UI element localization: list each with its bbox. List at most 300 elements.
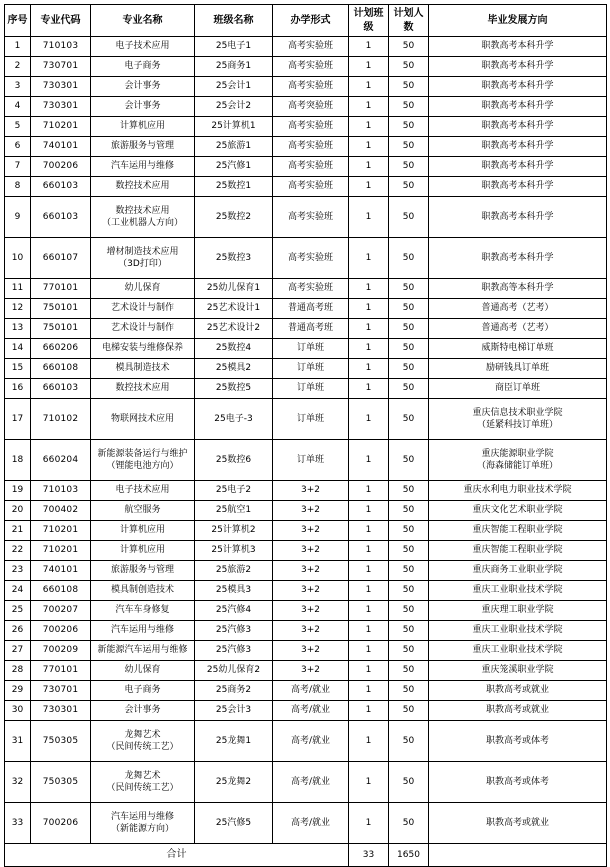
cell-index: 29 xyxy=(5,681,31,701)
table-row xyxy=(5,238,607,279)
table-row xyxy=(5,157,607,177)
total-row xyxy=(5,844,607,867)
cell-class-name: 25会计3 xyxy=(195,701,273,721)
cell-plan-count: 50 xyxy=(389,57,429,77)
cell-major-name: 会计事务 xyxy=(91,77,195,97)
cell-plan-classes: 1 xyxy=(349,803,389,844)
table-row xyxy=(5,279,607,299)
cell-major-name: 电子技术应用 xyxy=(91,37,195,57)
cell-index: 30 xyxy=(5,701,31,721)
cell-plan-count: 50 xyxy=(389,762,429,803)
cell-school-form: 高考实验班 xyxy=(273,197,349,238)
table-row xyxy=(5,379,607,399)
cell-plan-classes: 1 xyxy=(349,339,389,359)
column-header-plan-count: 计划人数 xyxy=(389,5,429,37)
table-row xyxy=(5,762,607,803)
cell-plan-count: 50 xyxy=(389,299,429,319)
cell-major-code: 700206 xyxy=(31,621,91,641)
cell-plan-count: 50 xyxy=(389,621,429,641)
cell-class-name: 25商务2 xyxy=(195,681,273,701)
cell-plan-count: 50 xyxy=(389,197,429,238)
cell-major-code: 710201 xyxy=(31,541,91,561)
cell-plan-classes: 1 xyxy=(349,117,389,137)
cell-plan-count: 50 xyxy=(389,581,429,601)
cell-grad-direction: 职教高考本科升学 xyxy=(429,137,607,157)
cell-school-form: 高考实验班 xyxy=(273,279,349,299)
table-row xyxy=(5,177,607,197)
cell-grad-direction: 职教高考或体考 xyxy=(429,721,607,762)
cell-class-name: 25数控5 xyxy=(195,379,273,399)
cell-school-form: 3+2 xyxy=(273,541,349,561)
cell-plan-count: 50 xyxy=(389,721,429,762)
cell-class-name: 25模具3 xyxy=(195,581,273,601)
cell-class-name: 25会计2 xyxy=(195,97,273,117)
cell-major-name: 数控技术应用 xyxy=(91,379,195,399)
cell-major-name: 会计事务 xyxy=(91,97,195,117)
cell-class-name: 25数控4 xyxy=(195,339,273,359)
table-row xyxy=(5,581,607,601)
cell-school-form: 高考实验班 xyxy=(273,137,349,157)
cell-class-name: 25艺术设计1 xyxy=(195,299,273,319)
table-row xyxy=(5,117,607,137)
table-row xyxy=(5,339,607,359)
total-grad-direction xyxy=(429,844,607,867)
cell-major-name: 计算机应用 xyxy=(91,521,195,541)
cell-grad-direction: 普通高考（艺考） xyxy=(429,319,607,339)
cell-plan-classes: 1 xyxy=(349,77,389,97)
cell-school-form: 订单班 xyxy=(273,359,349,379)
cell-grad-direction: 职教高考本科升学 xyxy=(429,77,607,97)
cell-plan-count: 50 xyxy=(389,177,429,197)
cell-major-name: 电子商务 xyxy=(91,57,195,77)
cell-major-code: 660108 xyxy=(31,581,91,601)
cell-plan-count: 50 xyxy=(389,561,429,581)
cell-index: 25 xyxy=(5,601,31,621)
cell-school-form: 高考实验班 xyxy=(273,57,349,77)
cell-index: 14 xyxy=(5,339,31,359)
cell-class-name: 25汽修5 xyxy=(195,803,273,844)
cell-plan-classes: 1 xyxy=(349,57,389,77)
cell-major-code: 700207 xyxy=(31,601,91,621)
cell-grad-direction: 重庆笼溪职业学院 xyxy=(429,661,607,681)
cell-major-name: 模具制造技术 xyxy=(91,359,195,379)
cell-school-form: 高考实验班 xyxy=(273,177,349,197)
cell-plan-classes: 1 xyxy=(349,581,389,601)
cell-major-code: 750305 xyxy=(31,721,91,762)
table-row xyxy=(5,137,607,157)
cell-school-form: 订单班 xyxy=(273,379,349,399)
cell-plan-classes: 1 xyxy=(349,601,389,621)
column-header-form: 办学形式 xyxy=(273,5,349,37)
cell-school-form: 高考实验班 xyxy=(273,238,349,279)
cell-school-form: 高考实验班 xyxy=(273,157,349,177)
total-plan-count: 1650 xyxy=(389,844,429,867)
cell-plan-classes: 1 xyxy=(349,541,389,561)
cell-plan-count: 50 xyxy=(389,117,429,137)
table-row xyxy=(5,97,607,117)
cell-index: 17 xyxy=(5,399,31,440)
cell-class-name: 25会计1 xyxy=(195,77,273,97)
cell-major-name: 电子商务 xyxy=(91,681,195,701)
cell-plan-count: 50 xyxy=(389,541,429,561)
cell-class-name: 25艺术设计2 xyxy=(195,319,273,339)
cell-grad-direction: 重庆智能工程职业学院 xyxy=(429,521,607,541)
cell-school-form: 订单班 xyxy=(273,339,349,359)
cell-school-form: 普通高考班 xyxy=(273,299,349,319)
table-row xyxy=(5,661,607,681)
cell-school-form: 高考/就业 xyxy=(273,803,349,844)
cell-major-name: 航空服务 xyxy=(91,501,195,521)
cell-plan-count: 50 xyxy=(389,238,429,279)
cell-school-form: 高考/就业 xyxy=(273,762,349,803)
cell-major-code: 700209 xyxy=(31,641,91,661)
cell-major-name: 数控技术应用 （工业机器人方向） xyxy=(91,197,195,238)
cell-grad-direction: 职教高考本科升学 xyxy=(429,177,607,197)
cell-major-code: 770101 xyxy=(31,279,91,299)
cell-major-code: 710103 xyxy=(31,481,91,501)
cell-major-name: 会计事务 xyxy=(91,701,195,721)
cell-index: 23 xyxy=(5,561,31,581)
cell-major-name: 新能源装备运行与维护 （锂能电池方向） xyxy=(91,440,195,481)
cell-major-name: 模具制创造技术 xyxy=(91,581,195,601)
cell-school-form: 高考突验班 xyxy=(273,97,349,117)
table-header xyxy=(5,5,607,37)
cell-school-form: 3+2 xyxy=(273,521,349,541)
cell-index: 15 xyxy=(5,359,31,379)
cell-major-code: 750305 xyxy=(31,762,91,803)
cell-major-code: 710102 xyxy=(31,399,91,440)
cell-school-form: 高考/就业 xyxy=(273,721,349,762)
cell-plan-classes: 1 xyxy=(349,762,389,803)
cell-index: 22 xyxy=(5,541,31,561)
cell-index: 19 xyxy=(5,481,31,501)
cell-class-name: 25旅游1 xyxy=(195,137,273,157)
cell-school-form: 高考实验班 xyxy=(273,37,349,57)
cell-plan-count: 50 xyxy=(389,157,429,177)
cell-plan-classes: 1 xyxy=(349,721,389,762)
cell-grad-direction: 职教高考或就业 xyxy=(429,803,607,844)
cell-major-code: 700402 xyxy=(31,501,91,521)
cell-grad-direction: 重庆文化艺术职业学院 xyxy=(429,501,607,521)
cell-class-name: 25幼儿保育2 xyxy=(195,661,273,681)
cell-plan-count: 50 xyxy=(389,319,429,339)
cell-class-name: 25商务1 xyxy=(195,57,273,77)
cell-grad-direction: 重庆智能工程职业学院 xyxy=(429,541,607,561)
cell-index: 9 xyxy=(5,197,31,238)
table-row xyxy=(5,641,607,661)
cell-major-code: 730301 xyxy=(31,97,91,117)
cell-grad-direction: 重庆能源职业学院 （海森储能订单班） xyxy=(429,440,607,481)
table-row xyxy=(5,399,607,440)
cell-class-name: 25数控2 xyxy=(195,197,273,238)
cell-class-name: 25汽修1 xyxy=(195,157,273,177)
cell-grad-direction: 职教高考或就业 xyxy=(429,681,607,701)
column-header-index: 序号 xyxy=(5,5,31,37)
cell-school-form: 高考/就业 xyxy=(273,681,349,701)
cell-major-name: 旅游服务与管理 xyxy=(91,561,195,581)
cell-plan-classes: 1 xyxy=(349,521,389,541)
cell-major-code: 660103 xyxy=(31,197,91,238)
cell-class-name: 25数控3 xyxy=(195,238,273,279)
cell-plan-count: 50 xyxy=(389,399,429,440)
cell-school-form: 高考实验班 xyxy=(273,117,349,137)
cell-index: 31 xyxy=(5,721,31,762)
cell-grad-direction: 职教高考本科升学 xyxy=(429,238,607,279)
cell-index: 2 xyxy=(5,57,31,77)
cell-plan-count: 50 xyxy=(389,97,429,117)
cell-major-name: 数控技术应用 xyxy=(91,177,195,197)
cell-grad-direction: 职教高考或体考 xyxy=(429,762,607,803)
cell-major-name: 汽车运用与维修 xyxy=(91,157,195,177)
cell-major-name: 汽车运用与维修 （新能源方向） xyxy=(91,803,195,844)
cell-major-name: 艺术设计与制作 xyxy=(91,319,195,339)
cell-grad-direction: 职教高考本科升学 xyxy=(429,97,607,117)
cell-class-name: 25龙舞1 xyxy=(195,721,273,762)
cell-plan-count: 50 xyxy=(389,521,429,541)
cell-class-name: 25汽修3 xyxy=(195,641,273,661)
cell-major-name: 计算机应用 xyxy=(91,541,195,561)
cell-index: 32 xyxy=(5,762,31,803)
cell-index: 28 xyxy=(5,661,31,681)
cell-school-form: 3+2 xyxy=(273,581,349,601)
table-row xyxy=(5,37,607,57)
table-row xyxy=(5,501,607,521)
column-header-major: 专业名称 xyxy=(91,5,195,37)
cell-grad-direction: 职教高考或就业 xyxy=(429,701,607,721)
cell-plan-classes: 1 xyxy=(349,359,389,379)
cell-index: 20 xyxy=(5,501,31,521)
cell-school-form: 3+2 xyxy=(273,501,349,521)
cell-plan-count: 50 xyxy=(389,359,429,379)
table-row xyxy=(5,440,607,481)
cell-major-code: 660107 xyxy=(31,238,91,279)
cell-grad-direction: 职教高等本科升学 xyxy=(429,279,607,299)
table-row xyxy=(5,561,607,581)
total-plan-classes: 33 xyxy=(349,844,389,867)
cell-grad-direction: 普通高考（艺考） xyxy=(429,299,607,319)
cell-plan-count: 50 xyxy=(389,137,429,157)
cell-index: 7 xyxy=(5,157,31,177)
cell-plan-count: 50 xyxy=(389,481,429,501)
cell-major-name: 新能源汽车运用与维修 xyxy=(91,641,195,661)
table-row xyxy=(5,721,607,762)
cell-major-code: 700206 xyxy=(31,157,91,177)
cell-grad-direction: 威斯特电梯订单班 xyxy=(429,339,607,359)
cell-major-name: 艺术设计与制作 xyxy=(91,299,195,319)
cell-index: 8 xyxy=(5,177,31,197)
cell-plan-classes: 1 xyxy=(349,399,389,440)
cell-index: 4 xyxy=(5,97,31,117)
cell-class-name: 25汽修4 xyxy=(195,601,273,621)
cell-major-code: 710201 xyxy=(31,117,91,137)
column-header-code: 专业代码 xyxy=(31,5,91,37)
cell-major-code: 700206 xyxy=(31,803,91,844)
cell-class-name: 25幼儿保育1 xyxy=(195,279,273,299)
table-header-row xyxy=(5,5,607,37)
cell-index: 16 xyxy=(5,379,31,399)
cell-major-name: 龙舞艺术 （民间传统工艺） xyxy=(91,762,195,803)
cell-grad-direction: 职教高考本科升学 xyxy=(429,117,607,137)
table-body xyxy=(5,37,607,844)
cell-plan-classes: 1 xyxy=(349,481,389,501)
cell-class-name: 25电子2 xyxy=(195,481,273,501)
cell-plan-classes: 1 xyxy=(349,177,389,197)
cell-school-form: 3+2 xyxy=(273,601,349,621)
cell-major-code: 660206 xyxy=(31,339,91,359)
table-row xyxy=(5,197,607,238)
cell-index: 3 xyxy=(5,77,31,97)
table-row xyxy=(5,299,607,319)
cell-plan-classes: 1 xyxy=(349,379,389,399)
cell-plan-count: 50 xyxy=(389,37,429,57)
cell-grad-direction: 重庆水利电力职业技术学院 xyxy=(429,481,607,501)
cell-class-name: 25模具2 xyxy=(195,359,273,379)
cell-index: 11 xyxy=(5,279,31,299)
cell-grad-direction: 重庆工业职业技术学院 xyxy=(429,581,607,601)
table-row xyxy=(5,319,607,339)
cell-major-code: 660103 xyxy=(31,177,91,197)
cell-grad-direction: 励研钱具订单班 xyxy=(429,359,607,379)
cell-school-form: 3+2 xyxy=(273,661,349,681)
cell-grad-direction: 重庆信息技术职业学院 （延紧科技订单班） xyxy=(429,399,607,440)
cell-plan-classes: 1 xyxy=(349,299,389,319)
cell-class-name: 25计算机3 xyxy=(195,541,273,561)
cell-plan-classes: 1 xyxy=(349,157,389,177)
cell-grad-direction: 重庆理工职业学院 xyxy=(429,601,607,621)
cell-major-code: 750101 xyxy=(31,299,91,319)
table-row xyxy=(5,701,607,721)
cell-school-form: 3+2 xyxy=(273,481,349,501)
enrollment-plan-table xyxy=(4,4,607,867)
cell-plan-count: 50 xyxy=(389,379,429,399)
cell-grad-direction: 职教高考本科升学 xyxy=(429,197,607,238)
cell-school-form: 高考/就业 xyxy=(273,701,349,721)
cell-class-name: 25旅游2 xyxy=(195,561,273,581)
cell-plan-count: 50 xyxy=(389,701,429,721)
cell-major-code: 660204 xyxy=(31,440,91,481)
cell-index: 33 xyxy=(5,803,31,844)
table-row xyxy=(5,803,607,844)
cell-plan-classes: 1 xyxy=(349,501,389,521)
cell-index: 5 xyxy=(5,117,31,137)
cell-plan-classes: 1 xyxy=(349,37,389,57)
cell-plan-count: 50 xyxy=(389,501,429,521)
cell-school-form: 3+2 xyxy=(273,561,349,581)
cell-major-code: 740101 xyxy=(31,561,91,581)
cell-school-form: 3+2 xyxy=(273,641,349,661)
cell-school-form: 订单班 xyxy=(273,440,349,481)
cell-school-form: 高考实验班 xyxy=(273,77,349,97)
cell-major-code: 730701 xyxy=(31,681,91,701)
cell-major-code: 730301 xyxy=(31,77,91,97)
cell-plan-count: 50 xyxy=(389,440,429,481)
column-header-plan-classes: 计划班级 xyxy=(349,5,389,37)
cell-grad-direction: 职教高考本科升学 xyxy=(429,37,607,57)
cell-plan-classes: 1 xyxy=(349,238,389,279)
cell-grad-direction: 重庆工业职业技术学院 xyxy=(429,641,607,661)
cell-index: 10 xyxy=(5,238,31,279)
cell-major-code: 730301 xyxy=(31,701,91,721)
cell-plan-count: 50 xyxy=(389,601,429,621)
cell-major-code: 710201 xyxy=(31,521,91,541)
cell-index: 1 xyxy=(5,37,31,57)
cell-index: 13 xyxy=(5,319,31,339)
cell-plan-classes: 1 xyxy=(349,681,389,701)
cell-major-code: 770101 xyxy=(31,661,91,681)
cell-major-name: 旅游服务与管理 xyxy=(91,137,195,157)
cell-class-name: 25电子1 xyxy=(195,37,273,57)
cell-class-name: 25电子-3 xyxy=(195,399,273,440)
table-row xyxy=(5,681,607,701)
cell-index: 21 xyxy=(5,521,31,541)
cell-plan-classes: 1 xyxy=(349,137,389,157)
cell-school-form: 订单班 xyxy=(273,399,349,440)
cell-plan-classes: 1 xyxy=(349,561,389,581)
table-row xyxy=(5,57,607,77)
cell-major-name: 增材制造技术应用 （3D打印） xyxy=(91,238,195,279)
cell-index: 24 xyxy=(5,581,31,601)
table-footer xyxy=(5,844,607,867)
cell-index: 26 xyxy=(5,621,31,641)
cell-major-name: 电梯安装与维修保养 xyxy=(91,339,195,359)
table-row xyxy=(5,359,607,379)
column-header-grad-direction: 毕业发展方向 xyxy=(429,5,607,37)
cell-class-name: 25汽修3 xyxy=(195,621,273,641)
cell-plan-classes: 1 xyxy=(349,279,389,299)
cell-plan-classes: 1 xyxy=(349,319,389,339)
cell-index: 18 xyxy=(5,440,31,481)
cell-plan-count: 50 xyxy=(389,661,429,681)
cell-plan-count: 50 xyxy=(389,339,429,359)
cell-plan-count: 50 xyxy=(389,279,429,299)
cell-plan-count: 50 xyxy=(389,681,429,701)
cell-major-name: 龙舞艺术 （民间传统工艺） xyxy=(91,721,195,762)
table-row xyxy=(5,601,607,621)
cell-major-code: 660108 xyxy=(31,359,91,379)
cell-grad-direction: 重庆商务工业职业学院 xyxy=(429,561,607,581)
cell-class-name: 25计算机2 xyxy=(195,521,273,541)
column-header-class: 班级名称 xyxy=(195,5,273,37)
cell-plan-classes: 1 xyxy=(349,97,389,117)
cell-class-name: 25计算机1 xyxy=(195,117,273,137)
cell-grad-direction: 重庆工业职业技术学院 xyxy=(429,621,607,641)
cell-plan-classes: 1 xyxy=(349,701,389,721)
table-row xyxy=(5,621,607,641)
cell-major-name: 幼儿保育 xyxy=(91,279,195,299)
cell-major-code: 710103 xyxy=(31,37,91,57)
cell-school-form: 普通高考班 xyxy=(273,319,349,339)
cell-index: 27 xyxy=(5,641,31,661)
total-label: 合计 xyxy=(5,844,349,867)
cell-class-name: 25航空1 xyxy=(195,501,273,521)
cell-plan-classes: 1 xyxy=(349,641,389,661)
table-row xyxy=(5,541,607,561)
cell-index: 12 xyxy=(5,299,31,319)
cell-grad-direction: 职教高考本科升学 xyxy=(429,57,607,77)
cell-plan-classes: 1 xyxy=(349,661,389,681)
table-row xyxy=(5,481,607,501)
cell-index: 6 xyxy=(5,137,31,157)
cell-plan-classes: 1 xyxy=(349,197,389,238)
cell-major-name: 汽车车身修复 xyxy=(91,601,195,621)
cell-plan-count: 50 xyxy=(389,641,429,661)
cell-grad-direction: 商臣订单班 xyxy=(429,379,607,399)
cell-major-code: 660103 xyxy=(31,379,91,399)
cell-major-name: 计算机应用 xyxy=(91,117,195,137)
cell-plan-count: 50 xyxy=(389,803,429,844)
cell-class-name: 25龙舞2 xyxy=(195,762,273,803)
cell-major-name: 物联网技术应用 xyxy=(91,399,195,440)
